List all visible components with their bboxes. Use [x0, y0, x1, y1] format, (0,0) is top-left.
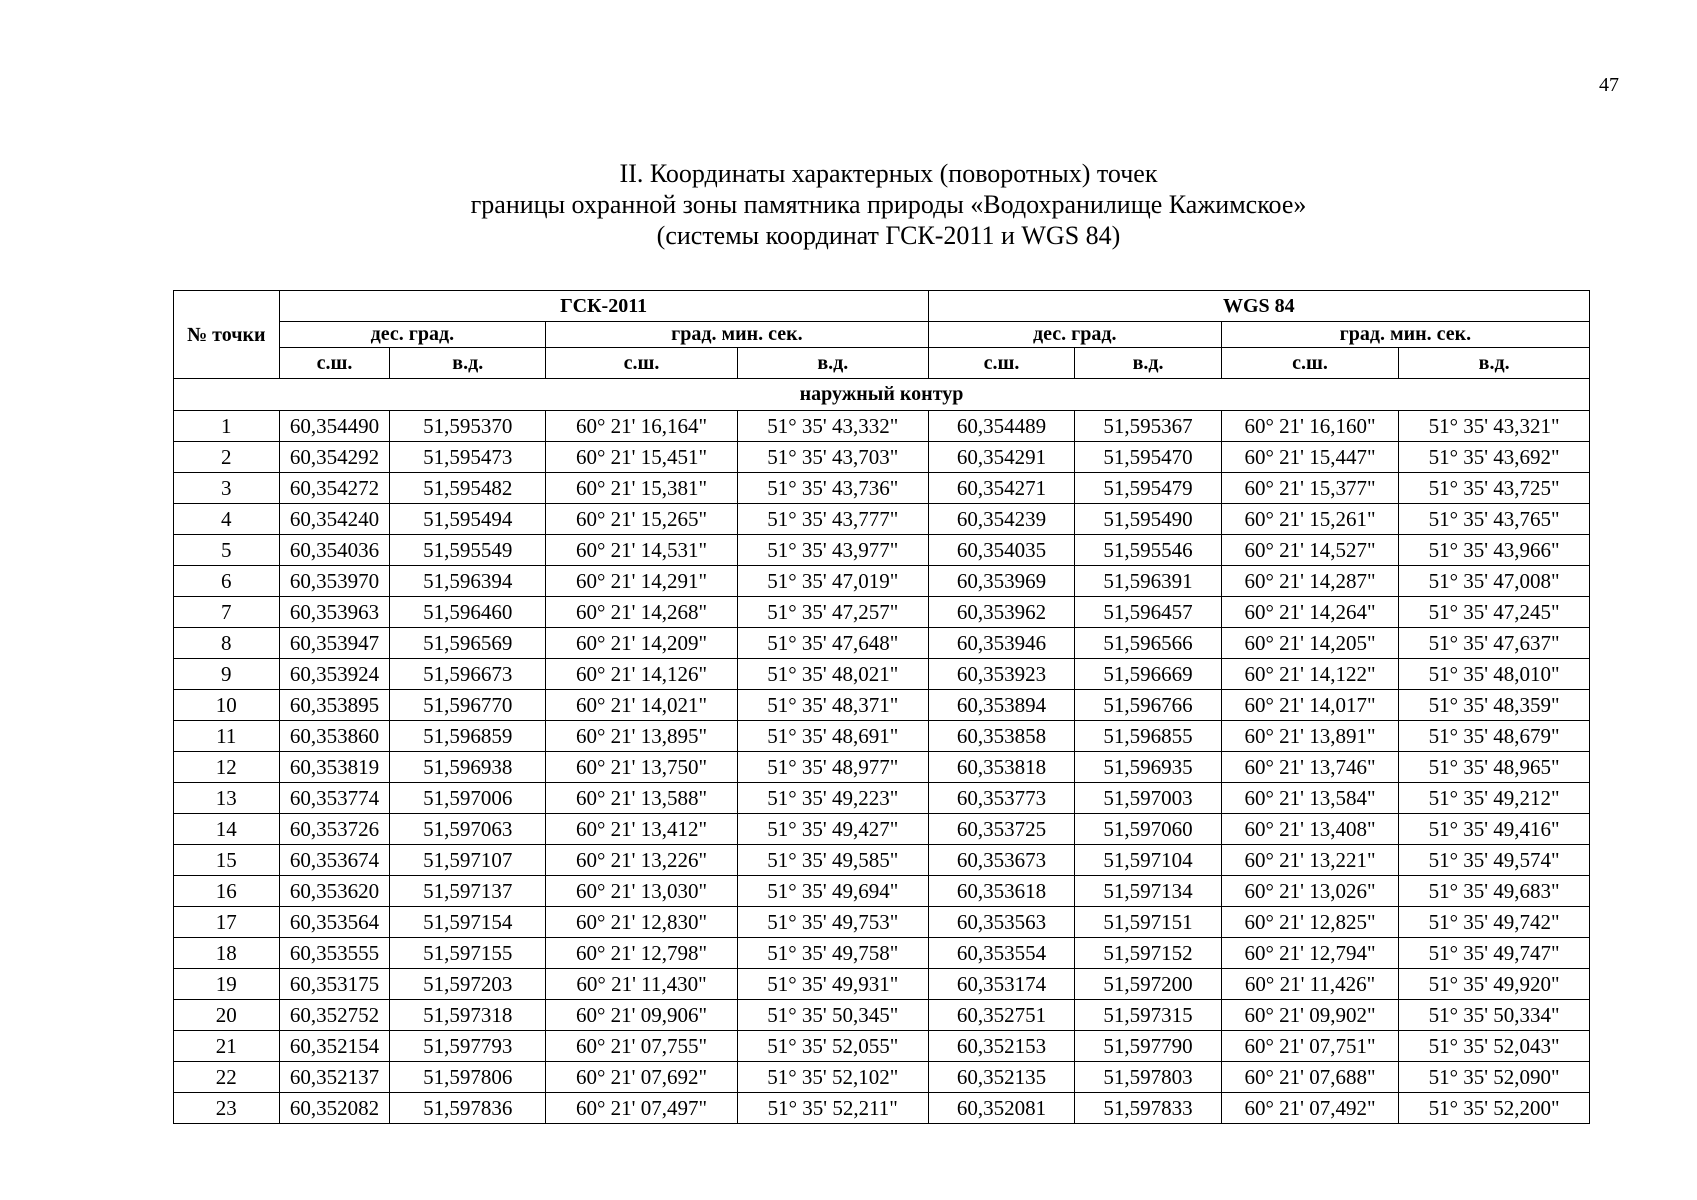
- gsk-lon-dec-cell: 51,595370: [390, 411, 546, 442]
- gsk-lon-dms-cell: 51° 35' 43,777": [737, 504, 928, 535]
- gsk-lon-dec-cell: 51,596460: [390, 597, 546, 628]
- wgs-lat-dec-cell: 60,354271: [928, 473, 1075, 504]
- document-title: [0, 158, 1697, 251]
- wgs-lon-dms-cell: 51° 35' 49,574": [1399, 845, 1590, 876]
- axis-header: в.д.: [737, 348, 928, 379]
- gsk-lon-dms-cell: 51° 35' 49,931": [737, 969, 928, 1000]
- gsk-lon-dec-cell: 51,596394: [390, 566, 546, 597]
- gsk-lat-dms-cell: 60° 21' 15,451": [546, 442, 738, 473]
- wgs-lat-dec-cell: 60,352081: [928, 1093, 1075, 1124]
- table-row: [174, 721, 1590, 752]
- gsk-lon-dec-cell: 51,597006: [390, 783, 546, 814]
- gsk-lat-dec-cell: 60,352082: [279, 1093, 390, 1124]
- table-row: [174, 845, 1590, 876]
- wgs-lon-dms-cell: 51° 35' 52,090": [1399, 1062, 1590, 1093]
- title-line-2: границы охранной зоны памятника природы «Водохранилище Кажимское»: [470, 190, 1307, 219]
- gsk-lat-dms-cell: 60° 21' 07,497": [546, 1093, 738, 1124]
- wgs-lat-dms-cell: 60° 21' 12,794": [1221, 938, 1398, 969]
- gsk-lon-dec-cell: 51,595549: [390, 535, 546, 566]
- point-number-cell: 4: [174, 504, 280, 535]
- wgs-lon-dms-cell: 51° 35' 47,008": [1399, 566, 1590, 597]
- wgs-lon-dms-cell: 51° 35' 48,965": [1399, 752, 1590, 783]
- gsk-lon-dms-cell: 51° 35' 43,703": [737, 442, 928, 473]
- wgs-lon-dms-cell: 51° 35' 48,359": [1399, 690, 1590, 721]
- wgs-lat-dms-cell: 60° 21' 14,017": [1221, 690, 1398, 721]
- gsk-lon-dms-cell: 51° 35' 48,977": [737, 752, 928, 783]
- gsk-lat-dec-cell: 60,354292: [279, 442, 390, 473]
- gsk-lat-dec-cell: 60,353819: [279, 752, 390, 783]
- wgs-lat-dec-cell: 60,352153: [928, 1031, 1075, 1062]
- wgs-lat-dec-cell: 60,353969: [928, 566, 1075, 597]
- gsk-lon-dec-cell: 51,596673: [390, 659, 546, 690]
- wgs-lat-dms-cell: 60° 21' 13,891": [1221, 721, 1398, 752]
- gsk-lon-dec-cell: 51,595473: [390, 442, 546, 473]
- gsk-lat-dms-cell: 60° 21' 13,030": [546, 876, 738, 907]
- gsk-lat-dms-cell: 60° 21' 12,798": [546, 938, 738, 969]
- table-row: [174, 535, 1590, 566]
- gsk-lon-dms-cell: 51° 35' 48,371": [737, 690, 928, 721]
- system-header-wgs: WGS 84: [928, 291, 1589, 322]
- coordinates-table: [173, 290, 1590, 1124]
- wgs-lat-dms-cell: 60° 21' 14,527": [1221, 535, 1398, 566]
- gsk-lat-dec-cell: 60,353726: [279, 814, 390, 845]
- gsk-lon-dms-cell: 51° 35' 48,021": [737, 659, 928, 690]
- gsk-lon-dec-cell: 51,597137: [390, 876, 546, 907]
- wgs-lat-dms-cell: 60° 21' 13,026": [1221, 876, 1398, 907]
- wgs-lon-dms-cell: 51° 35' 43,966": [1399, 535, 1590, 566]
- wgs-lon-dec-cell: 51,597134: [1075, 876, 1222, 907]
- axis-header: с.ш.: [279, 348, 390, 379]
- gsk-lat-dms-cell: 60° 21' 13,412": [546, 814, 738, 845]
- gsk-lon-dms-cell: 51° 35' 49,694": [737, 876, 928, 907]
- point-number-cell: 2: [174, 442, 280, 473]
- gsk-lon-dec-cell: 51,596938: [390, 752, 546, 783]
- wgs-lon-dec-cell: 51,595546: [1075, 535, 1222, 566]
- wgs-lon-dec-cell: 51,597200: [1075, 969, 1222, 1000]
- wgs-lon-dec-cell: 51,596566: [1075, 628, 1222, 659]
- axis-header: в.д.: [390, 348, 546, 379]
- table-row: [174, 628, 1590, 659]
- gsk-lat-dec-cell: 60,352154: [279, 1031, 390, 1062]
- wgs-lon-dms-cell: 51° 35' 43,692": [1399, 442, 1590, 473]
- wgs-lat-dec-cell: 60,352751: [928, 1000, 1075, 1031]
- gsk-lon-dms-cell: 51° 35' 50,345": [737, 1000, 928, 1031]
- wgs-lon-dec-cell: 51,596766: [1075, 690, 1222, 721]
- gsk-lat-dms-cell: 60° 21' 15,265": [546, 504, 738, 535]
- table-row: [174, 814, 1590, 845]
- wgs-lat-dms-cell: 60° 21' 15,377": [1221, 473, 1398, 504]
- wgs-lon-dms-cell: 51° 35' 43,765": [1399, 504, 1590, 535]
- system-header-gsk: ГСК-2011: [279, 291, 928, 322]
- table-row: [174, 876, 1590, 907]
- gsk-lon-dms-cell: 51° 35' 49,753": [737, 907, 928, 938]
- point-number-cell: 12: [174, 752, 280, 783]
- gsk-lat-dec-cell: 60,354490: [279, 411, 390, 442]
- point-number-cell: 22: [174, 1062, 280, 1093]
- wgs-lon-dec-cell: 51,597151: [1075, 907, 1222, 938]
- gsk-lat-dms-cell: 60° 21' 07,755": [546, 1031, 738, 1062]
- gsk-lat-dms-cell: 60° 21' 16,164": [546, 411, 738, 442]
- wgs-lat-dec-cell: 60,353894: [928, 690, 1075, 721]
- table-row: [174, 783, 1590, 814]
- point-number-cell: 19: [174, 969, 280, 1000]
- gsk-lat-dec-cell: 60,354240: [279, 504, 390, 535]
- table-row: [174, 504, 1590, 535]
- gsk-lon-dec-cell: 51,596859: [390, 721, 546, 752]
- wgs-lon-dms-cell: 51° 35' 52,200": [1399, 1093, 1590, 1124]
- wgs-lat-dec-cell: 60,354239: [928, 504, 1075, 535]
- gsk-lon-dec-cell: 51,595482: [390, 473, 546, 504]
- wgs-lon-dms-cell: 51° 35' 43,321": [1399, 411, 1590, 442]
- wgs-lon-dms-cell: 51° 35' 49,212": [1399, 783, 1590, 814]
- gsk-lat-dms-cell: 60° 21' 07,692": [546, 1062, 738, 1093]
- table-row: [174, 411, 1590, 442]
- point-number-cell: 16: [174, 876, 280, 907]
- wgs-lat-dec-cell: 60,353554: [928, 938, 1075, 969]
- table-row: [174, 969, 1590, 1000]
- title-line-3: (системы координат ГСК-2011 и WGS 84): [656, 221, 1121, 250]
- format-header: дес. град.: [928, 322, 1221, 348]
- wgs-lon-dec-cell: 51,595367: [1075, 411, 1222, 442]
- wgs-lat-dms-cell: 60° 21' 16,160": [1221, 411, 1398, 442]
- gsk-lat-dec-cell: 60,353175: [279, 969, 390, 1000]
- wgs-lon-dms-cell: 51° 35' 52,043": [1399, 1031, 1590, 1062]
- point-number-cell: 10: [174, 690, 280, 721]
- table-row: [174, 473, 1590, 504]
- gsk-lon-dms-cell: 51° 35' 49,758": [737, 938, 928, 969]
- gsk-lat-dec-cell: 60,354272: [279, 473, 390, 504]
- wgs-lat-dms-cell: 60° 21' 13,221": [1221, 845, 1398, 876]
- point-number-cell: 6: [174, 566, 280, 597]
- gsk-lon-dms-cell: 51° 35' 47,019": [737, 566, 928, 597]
- wgs-lat-dms-cell: 60° 21' 14,122": [1221, 659, 1398, 690]
- gsk-lon-dms-cell: 51° 35' 52,102": [737, 1062, 928, 1093]
- point-number-cell: 9: [174, 659, 280, 690]
- axis-header: в.д.: [1075, 348, 1222, 379]
- wgs-lat-dms-cell: 60° 21' 07,492": [1221, 1093, 1398, 1124]
- gsk-lat-dec-cell: 60,353774: [279, 783, 390, 814]
- gsk-lat-dms-cell: 60° 21' 14,021": [546, 690, 738, 721]
- wgs-lon-dms-cell: 51° 35' 48,010": [1399, 659, 1590, 690]
- wgs-lat-dms-cell: 60° 21' 15,447": [1221, 442, 1398, 473]
- wgs-lon-dms-cell: 51° 35' 49,747": [1399, 938, 1590, 969]
- wgs-lon-dec-cell: 51,597790: [1075, 1031, 1222, 1062]
- wgs-lat-dec-cell: 60,353673: [928, 845, 1075, 876]
- wgs-lon-dms-cell: 51° 35' 47,637": [1399, 628, 1590, 659]
- table-row: [174, 1093, 1590, 1124]
- gsk-lat-dec-cell: 60,353963: [279, 597, 390, 628]
- gsk-lon-dms-cell: 51° 35' 43,736": [737, 473, 928, 504]
- gsk-lat-dms-cell: 60° 21' 13,226": [546, 845, 738, 876]
- gsk-lon-dec-cell: 51,596569: [390, 628, 546, 659]
- wgs-lat-dms-cell: 60° 21' 11,426": [1221, 969, 1398, 1000]
- wgs-lat-dms-cell: 60° 21' 12,825": [1221, 907, 1398, 938]
- gsk-lon-dec-cell: 51,597203: [390, 969, 546, 1000]
- gsk-lat-dec-cell: 60,352752: [279, 1000, 390, 1031]
- table-row: [174, 1000, 1590, 1031]
- table-row: [174, 566, 1590, 597]
- axis-header: с.ш.: [546, 348, 738, 379]
- table-row: [174, 1062, 1590, 1093]
- wgs-lon-dec-cell: 51,596669: [1075, 659, 1222, 690]
- wgs-lon-dec-cell: 51,597833: [1075, 1093, 1222, 1124]
- point-number-cell: 3: [174, 473, 280, 504]
- gsk-lon-dec-cell: 51,597107: [390, 845, 546, 876]
- gsk-lon-dec-cell: 51,597155: [390, 938, 546, 969]
- gsk-lat-dms-cell: 60° 21' 15,381": [546, 473, 738, 504]
- gsk-lat-dms-cell: 60° 21' 14,268": [546, 597, 738, 628]
- wgs-lat-dms-cell: 60° 21' 14,264": [1221, 597, 1398, 628]
- gsk-lon-dec-cell: 51,597154: [390, 907, 546, 938]
- wgs-lat-dec-cell: 60,354035: [928, 535, 1075, 566]
- point-number-cell: 17: [174, 907, 280, 938]
- wgs-lat-dec-cell: 60,354489: [928, 411, 1075, 442]
- wgs-lat-dec-cell: 60,352135: [928, 1062, 1075, 1093]
- wgs-lat-dms-cell: 60° 21' 07,751": [1221, 1031, 1398, 1062]
- table-row: [174, 1031, 1590, 1062]
- wgs-lat-dms-cell: 60° 21' 14,205": [1221, 628, 1398, 659]
- format-header: град. мин. сек.: [546, 322, 928, 348]
- table-row: [174, 442, 1590, 473]
- wgs-lon-dms-cell: 51° 35' 43,725": [1399, 473, 1590, 504]
- gsk-lon-dms-cell: 51° 35' 43,332": [737, 411, 928, 442]
- wgs-lon-dms-cell: 51° 35' 50,334": [1399, 1000, 1590, 1031]
- gsk-lon-dms-cell: 51° 35' 43,977": [737, 535, 928, 566]
- wgs-lat-dms-cell: 60° 21' 13,584": [1221, 783, 1398, 814]
- wgs-lon-dec-cell: 51,597803: [1075, 1062, 1222, 1093]
- gsk-lon-dms-cell: 51° 35' 49,223": [737, 783, 928, 814]
- wgs-lon-dms-cell: 51° 35' 49,683": [1399, 876, 1590, 907]
- wgs-lat-dec-cell: 60,353818: [928, 752, 1075, 783]
- gsk-lon-dms-cell: 51° 35' 52,055": [737, 1031, 928, 1062]
- wgs-lon-dms-cell: 51° 35' 47,245": [1399, 597, 1590, 628]
- point-number-cell: 13: [174, 783, 280, 814]
- gsk-lat-dec-cell: 60,354036: [279, 535, 390, 566]
- point-number-header: № точки: [174, 291, 280, 379]
- table-row: [174, 752, 1590, 783]
- table-row: [174, 907, 1590, 938]
- point-number-cell: 18: [174, 938, 280, 969]
- gsk-lat-dec-cell: 60,353555: [279, 938, 390, 969]
- wgs-lat-dec-cell: 60,354291: [928, 442, 1075, 473]
- wgs-lat-dms-cell: 60° 21' 15,261": [1221, 504, 1398, 535]
- wgs-lat-dec-cell: 60,353962: [928, 597, 1075, 628]
- point-number-cell: 5: [174, 535, 280, 566]
- point-number-cell: 21: [174, 1031, 280, 1062]
- gsk-lon-dec-cell: 51,597836: [390, 1093, 546, 1124]
- wgs-lat-dec-cell: 60,353946: [928, 628, 1075, 659]
- gsk-lon-dec-cell: 51,597793: [390, 1031, 546, 1062]
- page-number: 47: [1599, 74, 1619, 96]
- gsk-lat-dms-cell: 60° 21' 14,209": [546, 628, 738, 659]
- wgs-lat-dms-cell: 60° 21' 13,408": [1221, 814, 1398, 845]
- gsk-lat-dec-cell: 60,353860: [279, 721, 390, 752]
- gsk-lon-dms-cell: 51° 35' 49,585": [737, 845, 928, 876]
- gsk-lon-dms-cell: 51° 35' 49,427": [737, 814, 928, 845]
- wgs-lon-dec-cell: 51,596391: [1075, 566, 1222, 597]
- table-row: [174, 597, 1590, 628]
- point-number-cell: 23: [174, 1093, 280, 1124]
- gsk-lon-dec-cell: 51,595494: [390, 504, 546, 535]
- gsk-lat-dec-cell: 60,352137: [279, 1062, 390, 1093]
- wgs-lon-dms-cell: 51° 35' 48,679": [1399, 721, 1590, 752]
- gsk-lat-dms-cell: 60° 21' 13,750": [546, 752, 738, 783]
- wgs-lon-dms-cell: 51° 35' 49,920": [1399, 969, 1590, 1000]
- gsk-lat-dms-cell: 60° 21' 14,531": [546, 535, 738, 566]
- wgs-lon-dec-cell: 51,597315: [1075, 1000, 1222, 1031]
- point-number-cell: 7: [174, 597, 280, 628]
- wgs-lat-dec-cell: 60,353174: [928, 969, 1075, 1000]
- wgs-lat-dms-cell: 60° 21' 09,902": [1221, 1000, 1398, 1031]
- gsk-lat-dec-cell: 60,353895: [279, 690, 390, 721]
- gsk-lat-dms-cell: 60° 21' 14,291": [546, 566, 738, 597]
- gsk-lat-dms-cell: 60° 21' 12,830": [546, 907, 738, 938]
- gsk-lat-dms-cell: 60° 21' 13,588": [546, 783, 738, 814]
- title-line-1: II. Координаты характерных (поворотных) точек: [619, 159, 1158, 188]
- wgs-lon-dec-cell: 51,597003: [1075, 783, 1222, 814]
- wgs-lon-dms-cell: 51° 35' 49,416": [1399, 814, 1590, 845]
- wgs-lat-dms-cell: 60° 21' 14,287": [1221, 566, 1398, 597]
- wgs-lat-dms-cell: 60° 21' 07,688": [1221, 1062, 1398, 1093]
- point-number-cell: 1: [174, 411, 280, 442]
- wgs-lat-dec-cell: 60,353725: [928, 814, 1075, 845]
- point-number-cell: 8: [174, 628, 280, 659]
- gsk-lon-dms-cell: 51° 35' 52,211": [737, 1093, 928, 1124]
- wgs-lon-dec-cell: 51,595479: [1075, 473, 1222, 504]
- gsk-lat-dec-cell: 60,353674: [279, 845, 390, 876]
- gsk-lon-dms-cell: 51° 35' 47,648": [737, 628, 928, 659]
- wgs-lat-dec-cell: 60,353923: [928, 659, 1075, 690]
- point-number-cell: 11: [174, 721, 280, 752]
- wgs-lat-dec-cell: 60,353563: [928, 907, 1075, 938]
- gsk-lat-dec-cell: 60,353924: [279, 659, 390, 690]
- gsk-lat-dec-cell: 60,353620: [279, 876, 390, 907]
- gsk-lon-dms-cell: 51° 35' 48,691": [737, 721, 928, 752]
- wgs-lat-dms-cell: 60° 21' 13,746": [1221, 752, 1398, 783]
- gsk-lon-dec-cell: 51,597318: [390, 1000, 546, 1031]
- wgs-lat-dec-cell: 60,353858: [928, 721, 1075, 752]
- table-row: [174, 938, 1590, 969]
- wgs-lon-dec-cell: 51,597060: [1075, 814, 1222, 845]
- gsk-lat-dec-cell: 60,353970: [279, 566, 390, 597]
- gsk-lat-dec-cell: 60,353564: [279, 907, 390, 938]
- wgs-lon-dec-cell: 51,596457: [1075, 597, 1222, 628]
- format-header: град. мин. сек.: [1221, 322, 1589, 348]
- table-row: [174, 690, 1590, 721]
- wgs-lon-dms-cell: 51° 35' 49,742": [1399, 907, 1590, 938]
- wgs-lat-dec-cell: 60,353618: [928, 876, 1075, 907]
- axis-header: с.ш.: [1221, 348, 1398, 379]
- point-number-cell: 20: [174, 1000, 280, 1031]
- section-header: наружный контур: [174, 379, 1590, 411]
- axis-header: с.ш.: [928, 348, 1075, 379]
- wgs-lat-dec-cell: 60,353773: [928, 783, 1075, 814]
- table-row: [174, 659, 1590, 690]
- gsk-lat-dms-cell: 60° 21' 11,430": [546, 969, 738, 1000]
- wgs-lon-dec-cell: 51,595490: [1075, 504, 1222, 535]
- gsk-lat-dms-cell: 60° 21' 13,895": [546, 721, 738, 752]
- wgs-lon-dec-cell: 51,595470: [1075, 442, 1222, 473]
- gsk-lat-dms-cell: 60° 21' 14,126": [546, 659, 738, 690]
- wgs-lon-dec-cell: 51,597104: [1075, 845, 1222, 876]
- gsk-lon-dms-cell: 51° 35' 47,257": [737, 597, 928, 628]
- wgs-lon-dec-cell: 51,597152: [1075, 938, 1222, 969]
- wgs-lon-dec-cell: 51,596935: [1075, 752, 1222, 783]
- axis-header: в.д.: [1399, 348, 1590, 379]
- gsk-lat-dec-cell: 60,353947: [279, 628, 390, 659]
- gsk-lon-dec-cell: 51,597063: [390, 814, 546, 845]
- gsk-lat-dms-cell: 60° 21' 09,906": [546, 1000, 738, 1031]
- point-number-cell: 14: [174, 814, 280, 845]
- format-header: дес. град.: [279, 322, 546, 348]
- wgs-lon-dec-cell: 51,596855: [1075, 721, 1222, 752]
- point-number-cell: 15: [174, 845, 280, 876]
- gsk-lon-dec-cell: 51,597806: [390, 1062, 546, 1093]
- gsk-lon-dec-cell: 51,596770: [390, 690, 546, 721]
